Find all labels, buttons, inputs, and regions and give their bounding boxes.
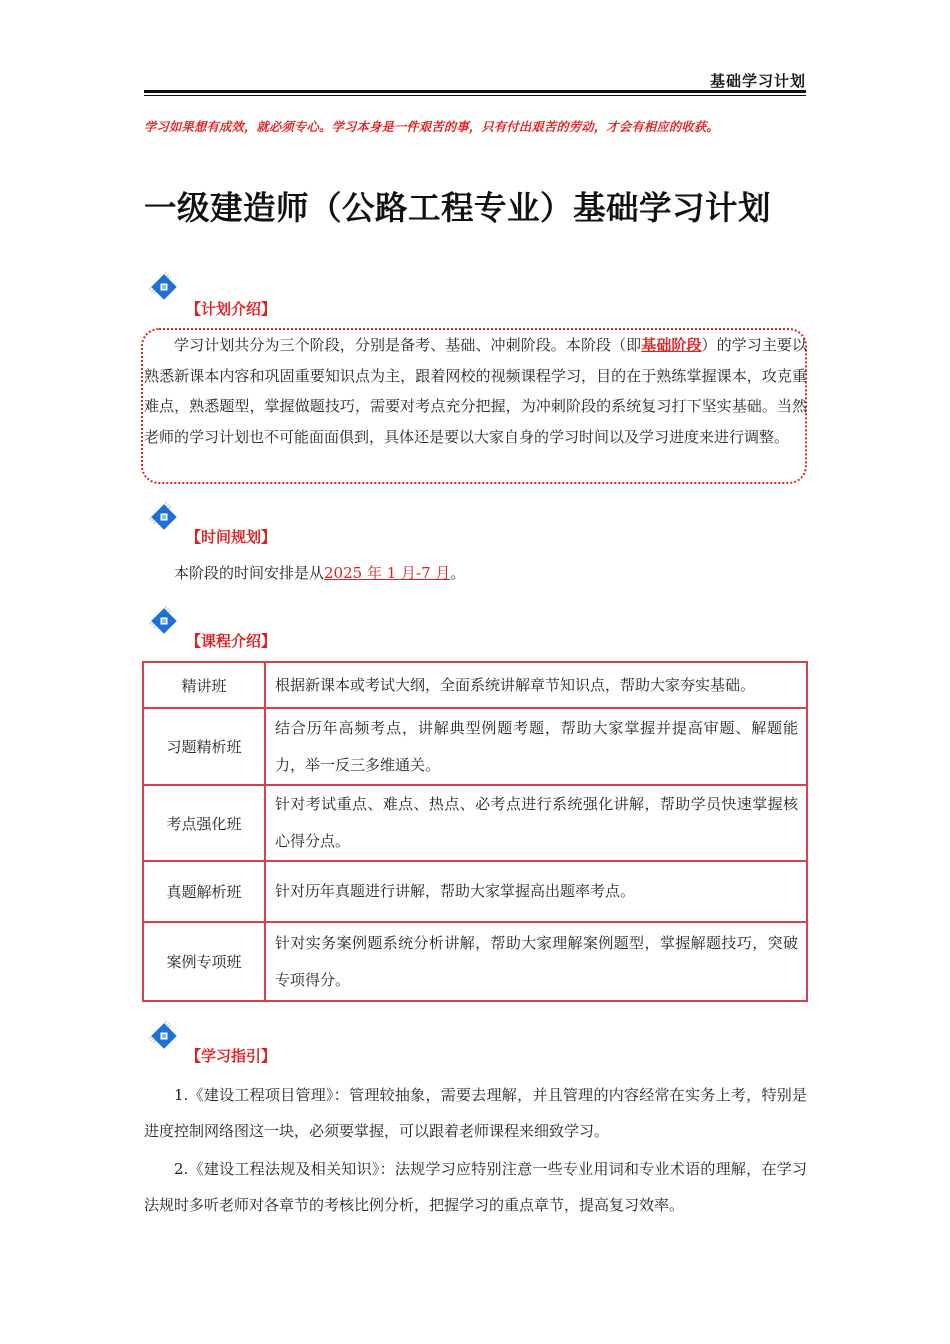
guide-item: 2.《建设工程法规及相关知识》：法规学习应特别注意一些专业用词和专业术语的理解，在学习法规时多听老师对各章节的考核比例分析，把握学习的重点章节，提高复习效率。 xyxy=(144,1160,807,1214)
table-row xyxy=(143,785,807,861)
section-heading-courses: 【课程介绍】 xyxy=(186,632,277,650)
guide-item: 1.《建设工程项目管理》：管理较抽象，需要去理解，并且管理的内容经常在实务上考，特别是进度控制网络图这一块，必须要掌握，可以跟着老师课程来细致学习。 xyxy=(144,1086,807,1140)
table-row xyxy=(143,708,807,785)
section-book-icon xyxy=(143,266,185,308)
course-name: 案例专项班 xyxy=(143,922,265,1001)
course-name: 精讲班 xyxy=(143,662,265,708)
intro-text-before: 学习计划共分为三个阶段，分别是备考、基础、冲刺阶段。本阶段（即 xyxy=(174,336,642,354)
schedule-text-before: 本阶段的时间安排是从 xyxy=(174,564,325,582)
running-header: 基础学习计划 xyxy=(709,72,806,90)
course-name: 习题精析班 xyxy=(143,708,265,785)
section-book-icon xyxy=(143,600,185,642)
schedule-paragraph xyxy=(144,558,807,589)
course-description: 针对实务案例题系统分析讲解，帮助大家理解案例题型，掌握解题技巧，突破专项得分。 xyxy=(265,922,807,1001)
motto: 学习如果想有成效，就必须专心。学习本身是一件艰苦的事，只有付出艰苦的劳动，才会有相应的收获。 xyxy=(144,119,719,134)
section-book-icon xyxy=(143,496,185,538)
table-row xyxy=(143,662,807,708)
intro-paragraph xyxy=(144,330,807,452)
header-rule-thick xyxy=(144,90,806,93)
section-heading-guide: 【学习指引】 xyxy=(186,1047,277,1065)
course-description: 针对历年真题进行讲解，帮助大家掌握高出题率考点。 xyxy=(265,861,807,922)
intro-text-after: ）的学习主要以熟悉新课本内容和巩固重要知识点为主，跟着网校的视频课程学习，目的在于熟练掌握课本，攻克重难点，熟悉题型，掌握做题技巧，需要对考点充分把握，为冲刺阶段的系统复习打下坚实基础。当然老师的学习计划也不可能面面俱到，具体还是要以大家自身的学习时间以及学习进度来进行调整。 xyxy=(144,336,807,446)
course-description: 针对考试重点、难点、热点、必考点进行系统强化讲解，帮助学员快速掌握核心得分点。 xyxy=(265,785,807,861)
course-description: 根据新课本或考试大纲，全面系统讲解章节知识点，帮助大家夯实基础。 xyxy=(265,662,807,708)
section-heading-intro: 【计划介绍】 xyxy=(186,300,277,318)
table-row xyxy=(143,922,807,1001)
header-rule-thin xyxy=(144,95,806,96)
schedule-text-after: 。 xyxy=(450,564,466,582)
section-heading-schedule: 【时间规划】 xyxy=(186,528,277,546)
course-description: 结合历年高频考点，讲解典型例题考题，帮助大家掌握并提高审题、解题能力，举一反三多维通关。 xyxy=(265,708,807,785)
page-title: 一级建造师（公路工程专业）基础学习计划 xyxy=(144,189,772,227)
schedule-highlight: 2025 年 1 月-7 月 xyxy=(324,564,451,582)
course-name: 真题解析班 xyxy=(143,861,265,922)
section-book-icon xyxy=(143,1015,185,1057)
course-name: 考点强化班 xyxy=(143,785,265,861)
table-row xyxy=(143,861,807,922)
intro-highlight: 基础阶段 xyxy=(641,336,702,354)
course-table xyxy=(142,661,808,1002)
